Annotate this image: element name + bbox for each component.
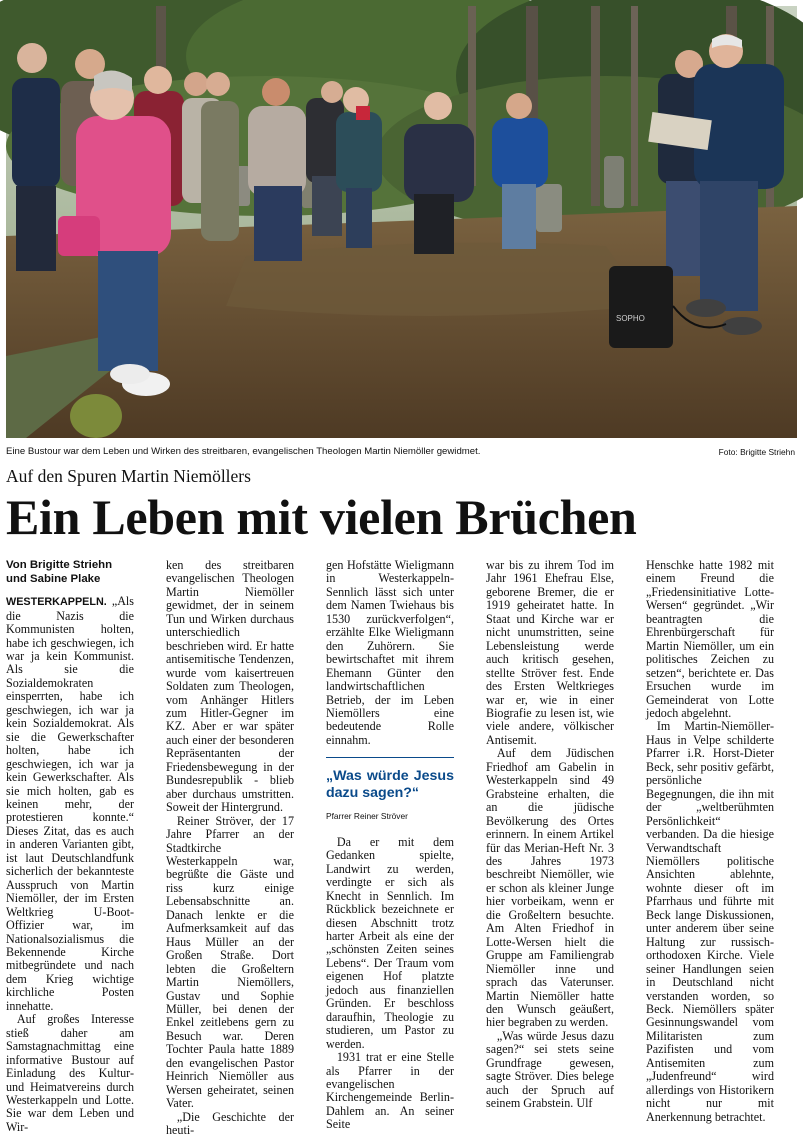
paragraph: „Die Geschichte der heuti- [166, 1109, 294, 1137]
byline-line-1: Von Brigitte Striehn [6, 559, 113, 571]
pull-quote [326, 757, 454, 823]
paragraph: Henschke hatte 1982 mit einem Freund die „Friedensinitiative Lotte-Wersen“ gegründet. „Wir beantragten die Ehrenbürgerschaft für Martin Niemöller, um ein politisches Zeichen zu setzen“, berichtete er. Das Ersuchen wurde im Gemeinderat von Lotte jedoch abgelehnt. [646, 558, 774, 720]
paragraph: Da er mit dem Gedanken spielte, Landwirt zu werden, verdingte er sich als Knecht in Sennlich. Im Rückblick bezeichnete er diesen Abschnitt trotz harter Arbeit als eine der „schönsten Zeiten seines Lebens“. Der Traum vom eigenen Hof platzte jedoch aus finanziellen Gründen. Er beschloss daraufhin, Theologie zu studieren, um Pastor zu werden. [326, 834, 454, 1051]
headline: Ein Leben mit vielen Brüchen [6, 489, 637, 545]
kicker: Auf den Spuren Martin Niemöllers [6, 466, 251, 486]
paragraph: war bis zu ihrem Tod im Jahr 1961 Ehefrau Else, geborene Bremer, die er 1919 geheiratet hatte. In Staat und Kirche war er nicht unumstritten, seine Lebensleistung werde auch kritisch gesehen, stellte Ströver fest. Ende des Ersten Weltkrieges war er, wie in einer Biografie zu lesen ist, wie viele andere, völkischer Antisemit. [486, 558, 614, 747]
paragraph: „Was würde Jesus dazu sagen?“ sei stets seine Grundfrage gewesen, sagte Ströver. Dies belege auch der Spruch auf seinem Grabstein. Ulf [486, 1028, 614, 1111]
article-body [6, 558, 798, 1137]
paragraph: Auf dem Jüdischen Friedhof am Gabelin in Westerkappeln sind 49 Grabsteine erhalten, die an die jüdische Bevölkerung des Ortes erinnern. In einem Artikel für das Merian-Heft Nr. 3 des Jahres 1973 beschreibt Niemöller, wie er schon als kleiner Junge hier vorbeikam, wenn er die Großeltern besuchte. Am Alten Friedhof in Lotte-Wersen hielt die Gruppe am Familiengrab Niemöller inne und sprach das Vaterunser. Martin Niemöller hatte den Wunsch geäußert, hier begraben zu werden. [486, 746, 614, 1030]
pull-quote-text: „Was würde Jesus dazu sagen?“ [326, 768, 454, 802]
paragraph: Reiner Ströver, der 17 Jahre Pfarrer an der Stadtkirche Westerkappeln war, begrüßte die Gäste und riss kurz einige Lebensabschnitte an. Danach lenkte er die Aufmerksamkeit auf das Haus Müller an der Großen Straße. Dort lebten die Großeltern Martin Niemöllers, Gustav und Sophie Müller, bei denen der Enkel zeitlebens gern zu Besuch war. Deren Tochter Paula hatte 1889 den evangelischen Pastor Heinrich Niemöller aus Wersen geheiratet, seinen Vater. [166, 813, 294, 1111]
caption-text: Eine Bustour war dem Leben und Wirken des streitbaren, evangelischen Theologen Martin Niemöller gewidmet. [6, 446, 481, 457]
photo-caption [6, 446, 797, 457]
article-photo [6, 6, 797, 438]
photo-credit: Foto: Brigitte Striehn [718, 447, 795, 457]
paragraph: Auf großes Interesse stieß daher am Samstagnachmittag eine informative Bustour auf Einladung des Kultur- und Heimatvereins durch Westerkappeln und Lotte. Sie war dem Leben und Wir- [6, 1012, 134, 1134]
column-3 [326, 558, 454, 1132]
paragraph: ken des streitbaren evangelischen Theologen Martin Niemöller gewidmet, der in seinem Tun und Wirken durchaus unterschiedlich beschrieben wird. Er hatte antisemitische Tendenzen, wurde vom kaisertreuen Soldaten zum Theologen, vom Anhänger Hitlers zum Hitler-Gegner im KZ. Aber er war später auch einer der besonderen Repräsentanten der Friedensbewegung in der Bundesrepublik - blieb aber durchaus umstritten. Soweit der Hintergrund. [166, 558, 294, 815]
column-1 [6, 559, 134, 1134]
column-5 [646, 558, 774, 1124]
paragraph-text: „Als die Nazis die Kommunisten holten, habe ich geschwiegen, ich war ja kein Kommunist. Als sie die Sozialdemokraten einsperrten, habe ich geschwiegen, ich war ja kein Sozialdemokrat. Als sie die Gewerkschafter holten, habe ich geschwiegen, ich war ja kein Gewerkschafter. Als sie mich holten, gab es keinen mehr, der protestieren konnte.“ Dieses Zitat, das es auch in anderen Varianten gibt, ist laut Deutschlandfunk sicherlich der bekannteste Ausspruch von Martin Niemöller, der im Ersten Weltkrieg U-Boot-Offizier war, im Nationalsozialismus die Bekennende Kirche mitbegründete und nach dem Krieg wichtige kirchliche Posten innehatte. [6, 594, 134, 1013]
paragraph: gen Hofstätte Wieligmann in Westerkappeln-Sennlich lässt sich unter dem Namen Twiehaus bis 1530 zurückverfolgen“, erzählte Elke Wieligmann den Zuhörern. Sie bewirtschaftet mit ihrem Ehemann Günter den landwirtschaftlichen Betrieb, der im Leben Niemöllers eine bedeutende Rolle einnahm. [326, 558, 454, 747]
paragraph [6, 595, 134, 1013]
paragraph: 1931 trat er eine Stelle als Pfarrer in der evangelischen Kirchengemeinde Berlin-Dahlem an. An seiner Seite [326, 1050, 454, 1132]
svg-text:SOPHO: SOPHO [616, 314, 645, 323]
paragraph: Im Martin-Niemöller-Haus in Velpe schilderte Pfarrer i.R. Horst-Dieter Beck, sehr positiv gefärbt, persönliche Begegnungen, die ihn mit der „weltberühmten Persönlichkeit“ verbanden. Da die hiesige Verwandtschaft Niemöllers politische Ansichten ablehnte, wohnte dieser oft im Pfarrhaus und führte mit Beck lange Diskussionen, unter anderem über seine Haltung zur russisch-orthodoxen Kirche. Viele seiner Handlungen seien in Deutschland nicht verstanden worden, so Beck. Niemöllers später Gesinnungswandel vom Militaristen zum Pazifisten und vom Antisemiten zum „Judenfreund“ wird allerdings von Historikern nicht nur mit Anerkennung betrachtet. [646, 719, 774, 1124]
column-4 [486, 558, 614, 1111]
byline [6, 559, 134, 586]
byline-line-2: und Sabine Plake [6, 572, 101, 585]
dateline: WESTERKAPPELN. [6, 596, 107, 609]
pull-quote-source: Pfarrer Reiner Ströver [326, 811, 408, 822]
column-2 [166, 558, 294, 1137]
photo-illustration [6, 6, 797, 438]
